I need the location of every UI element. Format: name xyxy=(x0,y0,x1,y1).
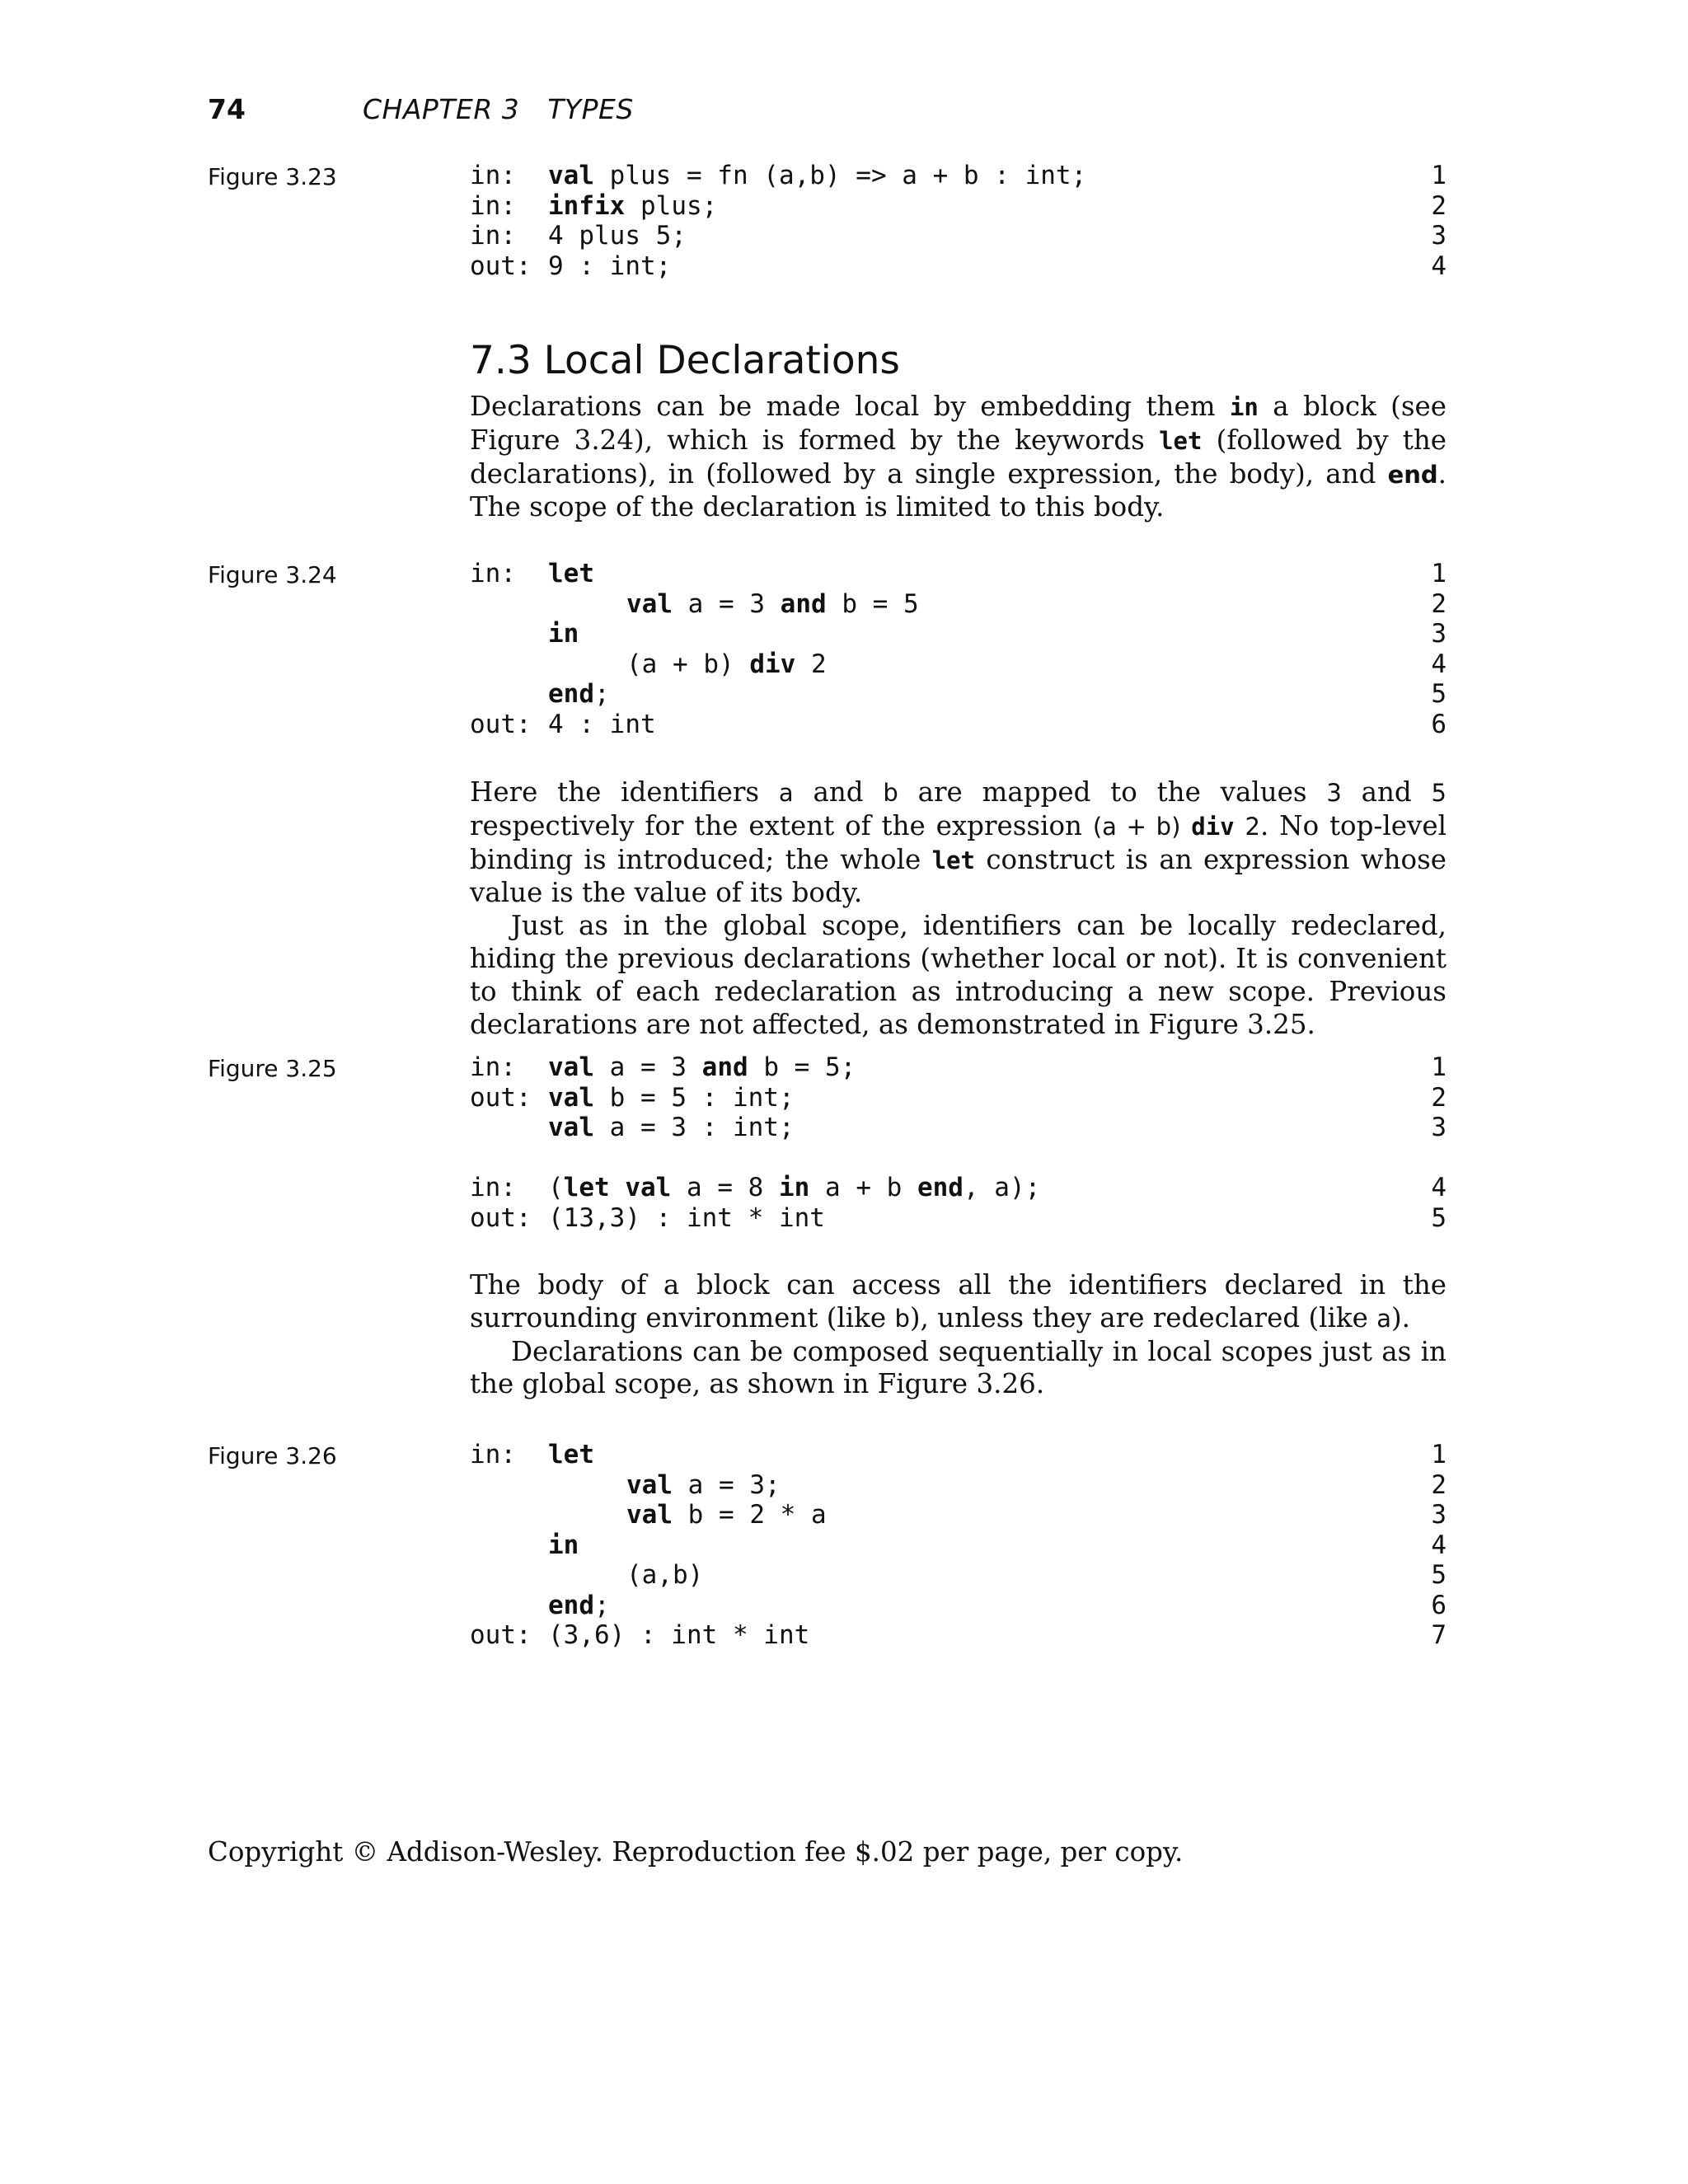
code-line xyxy=(470,1173,1447,1203)
line-number: 1 xyxy=(1431,559,1447,588)
code-text: val b = 5 : int; xyxy=(548,1082,795,1113)
line-number: 4 xyxy=(1431,1173,1447,1202)
code-text: 9 : int; xyxy=(548,251,672,281)
page-number: 74 xyxy=(208,93,246,125)
code-prompt: out: xyxy=(470,1082,532,1113)
paragraph-text: Just as in the global scope, identifiers can be locally redeclared, hiding the previous declarations (whether local or not). It is convenient to think of each redeclaration as introducing a new scope. Previous declarations are not affected, as demonstrated in Figure 3.25. xyxy=(470,910,1447,1040)
code-text: end; xyxy=(548,1590,610,1620)
chapter-label: CHAPTER 3 xyxy=(363,93,520,125)
code-line xyxy=(470,1440,1447,1470)
line-number: 7 xyxy=(1431,1620,1447,1650)
code-line xyxy=(470,1560,1447,1591)
line-number: 5 xyxy=(1431,1560,1447,1590)
code-line xyxy=(470,251,1447,282)
code-listing-figure-3-26 xyxy=(470,1440,1447,1651)
code-text: in xyxy=(548,1530,579,1560)
code-line xyxy=(470,161,1447,191)
figure-label-3-26: Figure 3.26 xyxy=(208,1442,337,1469)
chapter-title: TYPES xyxy=(547,93,634,125)
code-line xyxy=(470,559,1447,589)
code-prompt: out: xyxy=(470,1620,532,1650)
code-line xyxy=(470,1530,1447,1561)
code-prompt: out: xyxy=(470,1202,532,1233)
running-head xyxy=(363,93,634,125)
copyright-notice: Copyright © Addison-Wesley. Reproduction fee $.02 per page, per copy. xyxy=(208,1836,1184,1868)
line-number: 5 xyxy=(1431,679,1447,709)
code-prompt: in: xyxy=(470,1052,516,1082)
code-text: infix plus; xyxy=(548,190,718,221)
code-listing-figure-3-24 xyxy=(470,559,1447,739)
code-line xyxy=(470,191,1447,222)
code-listing-figure-3-23 xyxy=(470,161,1447,281)
code-prompt: in: xyxy=(470,161,516,190)
code-text: (13,3) : int * int xyxy=(548,1202,825,1233)
code-line xyxy=(470,1470,1447,1501)
line-number: 4 xyxy=(1431,251,1447,281)
code-text: end; xyxy=(548,679,610,709)
code-line xyxy=(470,221,1447,251)
code-text: val a = 3 : int; xyxy=(548,1113,795,1142)
line-number: 3 xyxy=(1431,1500,1447,1530)
line-number: 4 xyxy=(1431,649,1447,679)
figure-label-3-25: Figure 3.25 xyxy=(208,1055,337,1082)
code-line xyxy=(470,1620,1447,1651)
code-line xyxy=(470,1113,1447,1143)
code-prompt: out: xyxy=(470,709,532,739)
code-line xyxy=(470,649,1447,680)
paragraph-text: Declarations can be composed sequentially in local scopes just as in the global scope, as shown in Figure 3.26. xyxy=(470,1335,1447,1400)
code-line xyxy=(470,710,1447,740)
code-text: val a = 3; xyxy=(626,1469,781,1500)
code-text: (a + b) div 2 xyxy=(626,649,827,679)
line-number: 2 xyxy=(1431,1469,1447,1500)
code-text: (a,b) xyxy=(626,1560,704,1590)
code-text: (let val a = 8 in a + b end, a); xyxy=(548,1173,1041,1202)
code-text: let xyxy=(548,1440,594,1469)
line-number: 1 xyxy=(1431,1052,1447,1082)
line-number: 3 xyxy=(1431,221,1447,251)
code-text: val a = 3 and b = 5; xyxy=(548,1052,856,1082)
code-text: val b = 2 * a xyxy=(626,1500,827,1530)
code-prompt: in: xyxy=(470,1173,516,1202)
code-line xyxy=(470,1500,1447,1530)
code-spacer xyxy=(470,1143,1447,1174)
code-listing-figure-3-25 xyxy=(470,1052,1447,1233)
line-number: 6 xyxy=(1431,1590,1447,1620)
paragraph-local-declarations xyxy=(470,391,1447,524)
code-line xyxy=(470,679,1447,710)
section-heading: 7.3 Local Declarations xyxy=(470,338,900,383)
code-line xyxy=(470,619,1447,649)
paragraph-sequential-declarations xyxy=(470,1269,1447,1401)
code-line xyxy=(470,1203,1447,1234)
code-text: 4 plus 5; xyxy=(548,221,687,251)
line-number: 2 xyxy=(1431,1082,1447,1113)
line-number: 1 xyxy=(1431,161,1447,190)
line-number: 6 xyxy=(1431,709,1447,739)
code-text: in xyxy=(548,619,579,649)
code-prompt: in: xyxy=(470,190,516,221)
code-text: val plus = fn (a,b) => a + b : int; xyxy=(548,161,1087,190)
line-number: 5 xyxy=(1431,1202,1447,1233)
code-line xyxy=(470,1591,1447,1621)
line-number: 1 xyxy=(1431,1440,1447,1469)
code-prompt: in: xyxy=(470,559,516,588)
line-number: 2 xyxy=(1431,588,1447,619)
paragraph-text: The body of a block can access all the identifiers declared in the surrounding environment (like b), unless they are redeclared (like a). xyxy=(470,1269,1447,1333)
paragraph-text: Declarations can be made local by embedding them in a block (see Figure 3.24), which is formed by the keywords let (followed by the declarations), in (followed by a single expression, the body), and end. The scope of the declaration is limited to this body. xyxy=(470,391,1447,523)
code-prompt: in: xyxy=(470,1440,516,1469)
code-line xyxy=(470,1083,1447,1113)
code-line xyxy=(470,589,1447,620)
line-number: 4 xyxy=(1431,1530,1447,1560)
figure-label-3-23: Figure 3.23 xyxy=(208,163,337,190)
code-text: (3,6) : int * int xyxy=(548,1620,810,1650)
code-prompt: out: xyxy=(470,251,532,281)
paragraph-text: Here the identifiers a and b are mapped to the values 3 and 5 respectively for the extent of the expression (a + b) div 2. No top-level binding is introduced; the whole let construct is an expression whose value is the value of its body. xyxy=(470,776,1447,909)
line-number: 3 xyxy=(1431,1113,1447,1142)
paragraph-block-scope xyxy=(470,776,1447,1041)
code-line xyxy=(470,1052,1447,1083)
figure-label-3-24: Figure 3.24 xyxy=(208,561,337,588)
code-text: 4 : int xyxy=(548,709,656,739)
line-number: 2 xyxy=(1431,190,1447,221)
line-number: 3 xyxy=(1431,619,1447,649)
code-prompt: in: xyxy=(470,221,516,251)
code-text: let xyxy=(548,559,594,588)
code-text: val a = 3 and b = 5 xyxy=(626,588,919,619)
